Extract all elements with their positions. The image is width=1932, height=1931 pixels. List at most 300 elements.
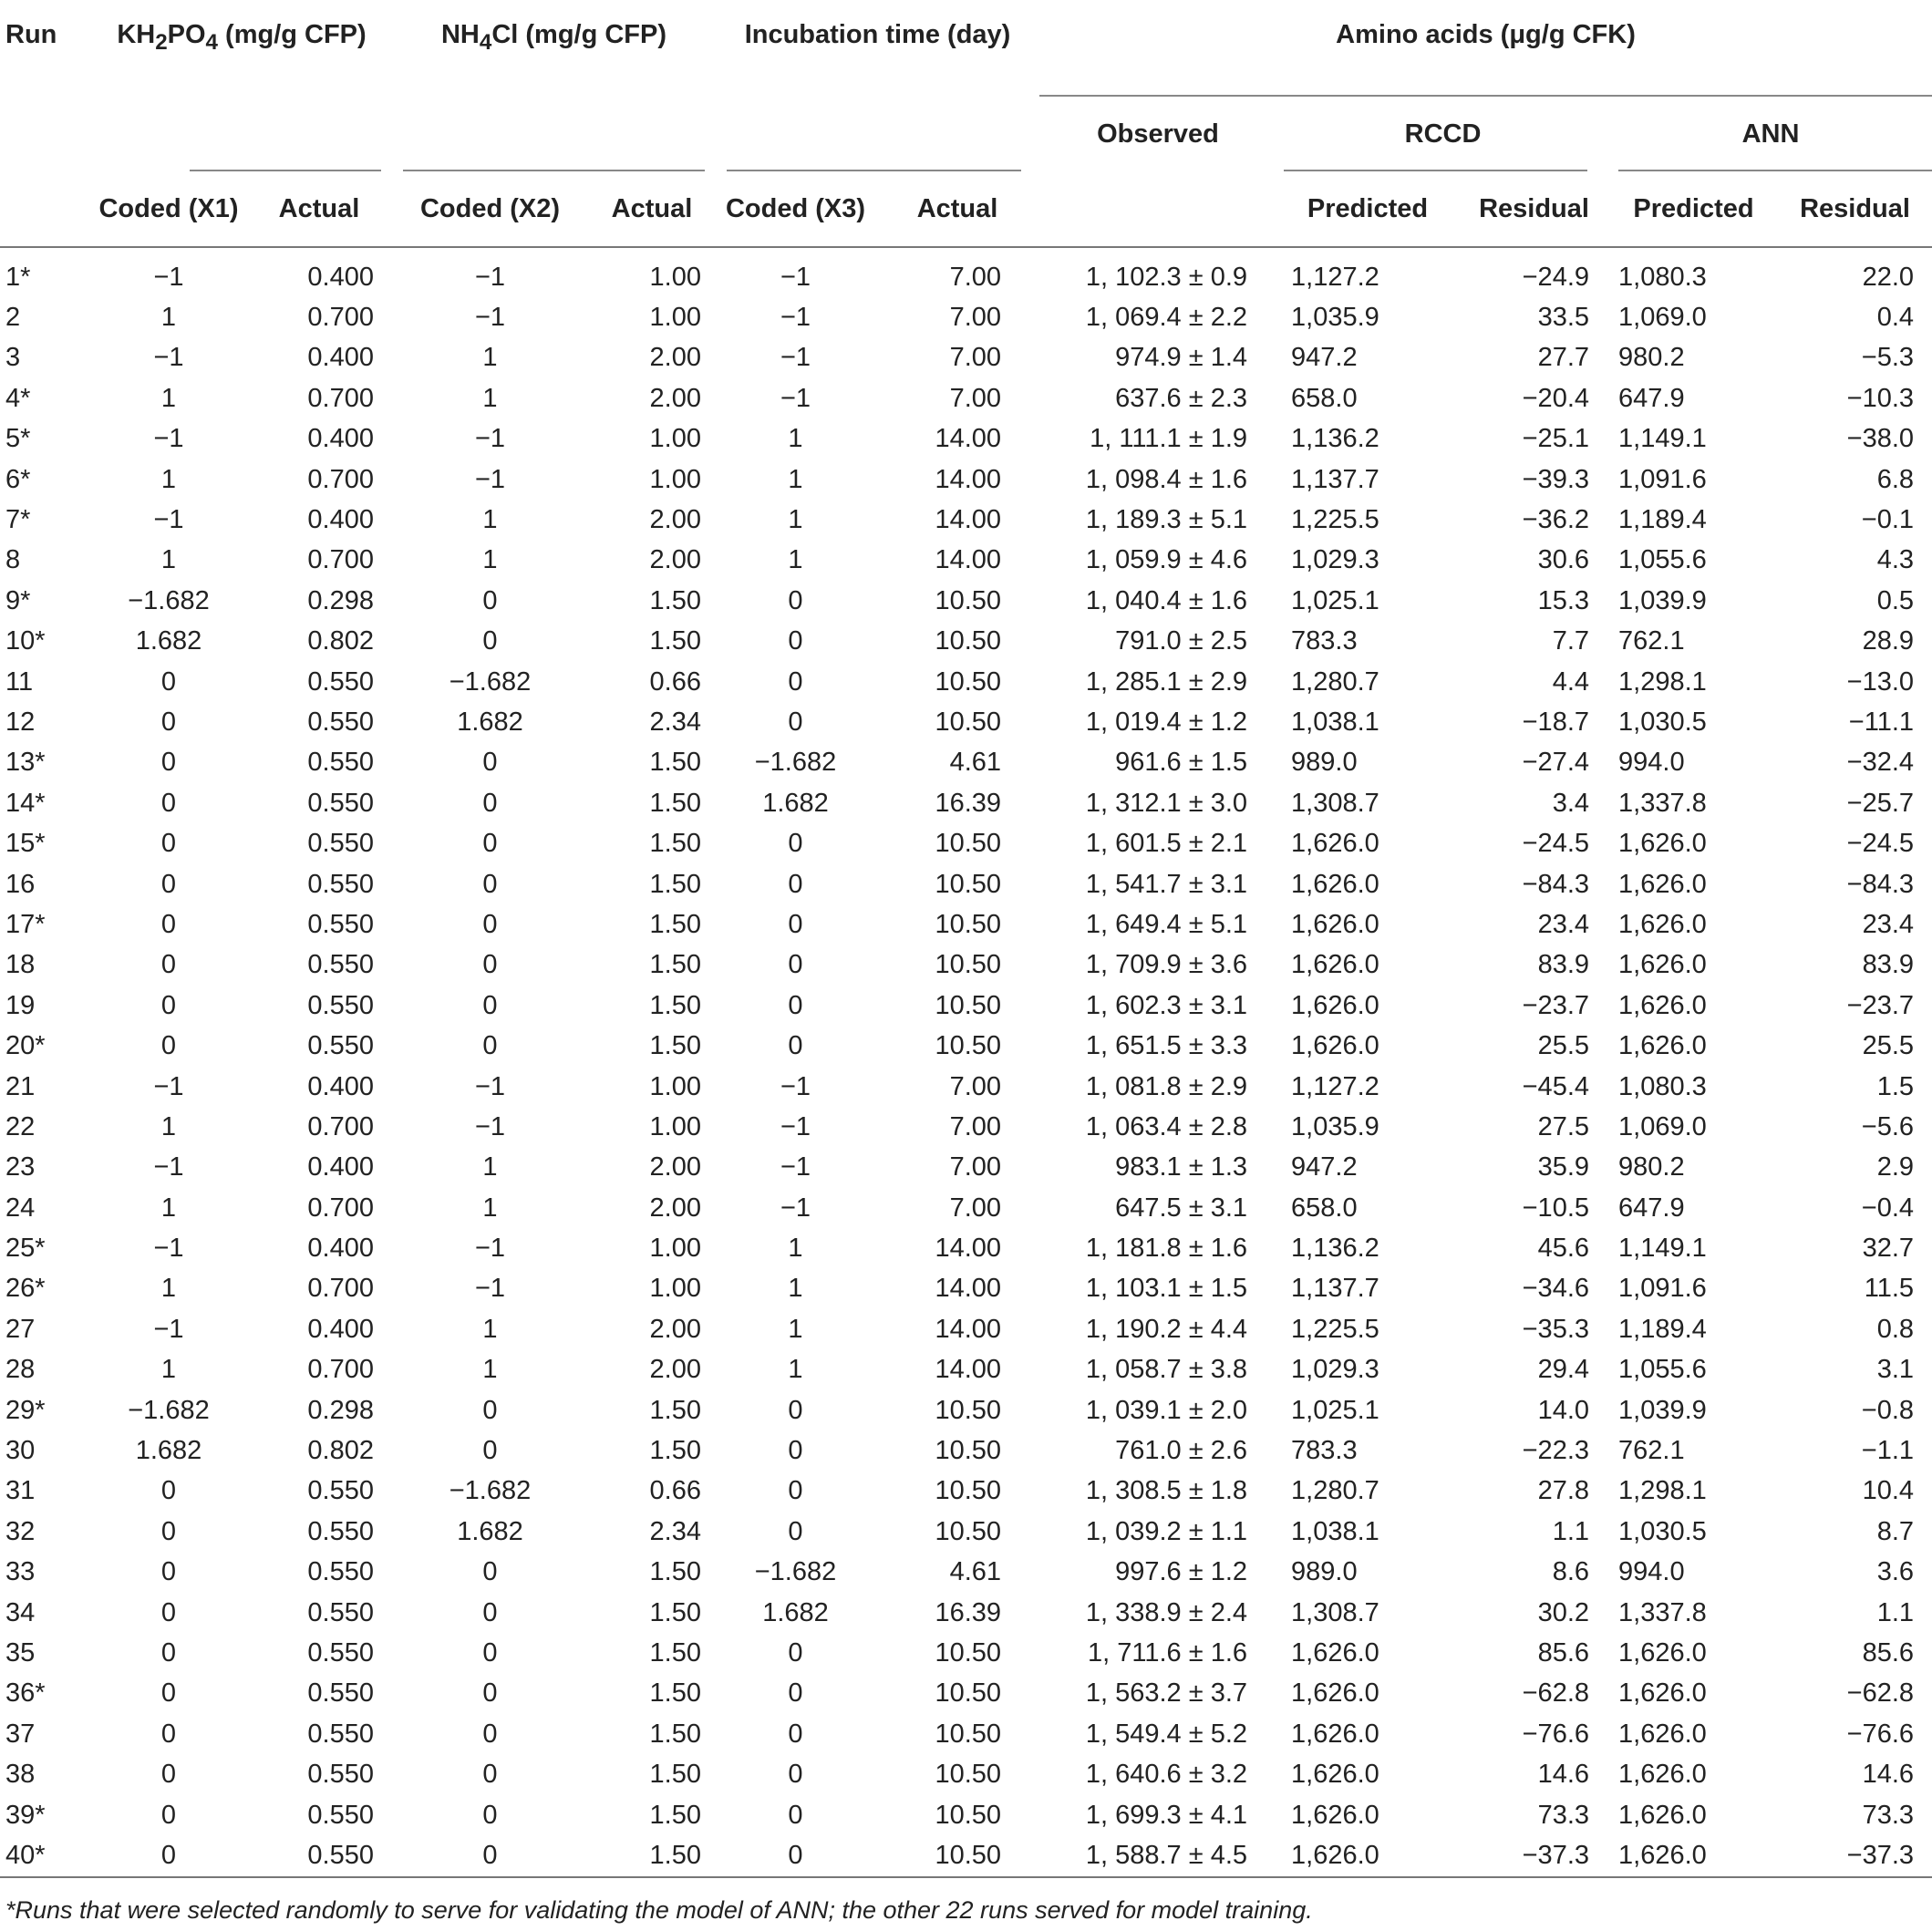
cell-observed: 1, 602.3 ± 3.1 — [1085, 990, 1248, 1020]
footnote-row — [0, 1877, 1932, 1931]
cell-rccd-residual: 27.5 — [1537, 1111, 1590, 1141]
cell-coded-x3: 0 — [788, 626, 803, 656]
cell-coded-x3: 0 — [788, 1031, 803, 1061]
cell-observed: 1, 699.3 ± 4.1 — [1085, 1800, 1248, 1830]
nh4cl-rule — [392, 96, 716, 171]
cell-actual-1: 0.700 — [307, 464, 374, 494]
table-row — [0, 1471, 1932, 1512]
cell-actual-3: 7.00 — [949, 1152, 1002, 1182]
cell-actual-3: 10.50 — [935, 1031, 1002, 1061]
cell-observed: 1, 312.1 ± 3.0 — [1085, 788, 1248, 818]
cell-coded-x1: −1.682 — [128, 1395, 210, 1425]
cell-coded-x1: −1 — [153, 505, 184, 535]
cell-coded-x2: −1 — [474, 1071, 506, 1101]
cell-coded-x1: −1 — [153, 1314, 184, 1344]
cell-ann-predicted: 980.2 — [1618, 1152, 1685, 1182]
cell-coded-x3: 1 — [788, 1355, 803, 1385]
cell-actual-3: 10.50 — [935, 707, 1002, 737]
cell-coded-x1: 0 — [160, 990, 177, 1020]
cell-observed: 997.6 ± 1.2 — [1115, 1557, 1248, 1587]
cell-rccd-residual: 1.1 — [1552, 1516, 1590, 1546]
cell-rccd-residual: −34.6 — [1522, 1274, 1590, 1304]
cell-actual-1: 0.550 — [307, 707, 374, 737]
cell-coded-x2: 0 — [482, 1031, 498, 1061]
cell-actual-2: 1.00 — [649, 1274, 701, 1304]
cell-ann-residual: 83.9 — [1862, 950, 1915, 980]
cell-actual-3: 7.00 — [949, 343, 1002, 373]
table-row — [0, 662, 1932, 702]
cell-coded-x2: 0 — [482, 1557, 498, 1587]
cell-coded-x1: 0 — [160, 1840, 177, 1870]
cell-actual-1: 0.550 — [307, 1760, 374, 1790]
cell-coded-x2: 0 — [482, 1637, 498, 1668]
cell-actual-1: 0.550 — [307, 1800, 374, 1830]
header-row-2 — [0, 96, 1932, 171]
cell-observed: 637.6 ± 2.3 — [1115, 383, 1248, 413]
cell-rccd-residual: −22.3 — [1522, 1436, 1590, 1466]
cell-run: 5* — [5, 424, 31, 454]
cell-coded-x2: 1 — [482, 1193, 498, 1223]
cell-rccd-residual: 30.6 — [1537, 545, 1590, 575]
cell-run: 2 — [5, 303, 21, 333]
cell-actual-1: 0.550 — [307, 1678, 374, 1709]
nh4cl-suffix: Cl (mg/g CFP) — [491, 20, 667, 49]
cell-rccd-residual: −25.1 — [1522, 424, 1590, 454]
cell-coded-x1: 0 — [160, 1516, 177, 1546]
cell-coded-x2: 0 — [482, 1800, 498, 1830]
cell-rccd-predicted: 947.2 — [1291, 1152, 1358, 1182]
table-row — [0, 702, 1932, 742]
header-ann — [1609, 96, 1932, 171]
cell-ann-residual: −62.8 — [1846, 1678, 1915, 1709]
cell-actual-1: 0.550 — [307, 1597, 374, 1627]
cell-actual-1: 0.550 — [307, 869, 374, 899]
cell-rccd-residual: 85.6 — [1537, 1637, 1590, 1668]
table-row — [0, 1512, 1932, 1552]
table-row — [0, 1390, 1932, 1430]
cell-actual-2: 1.50 — [649, 1800, 701, 1830]
header-run: Run — [5, 20, 57, 49]
cell-actual-2: 1.00 — [649, 303, 701, 333]
cell-actual-2: 1.50 — [649, 626, 701, 656]
cell-actual-3: 7.00 — [949, 383, 1002, 413]
cell-rccd-residual: −37.3 — [1522, 1840, 1590, 1870]
cell-coded-x3: 0 — [788, 1395, 803, 1425]
cell-ann-residual: 1.1 — [1876, 1597, 1915, 1627]
cell-observed: 974.9 ± 1.4 — [1115, 343, 1248, 373]
cell-observed: 1, 098.4 ± 1.6 — [1085, 464, 1248, 494]
cell-ann-predicted: 1,030.5 — [1618, 707, 1707, 737]
cell-coded-x2: −1 — [474, 1234, 506, 1264]
ann-label: ANN — [1741, 119, 1800, 149]
cell-ann-predicted: 1,298.1 — [1618, 666, 1707, 697]
table-row — [0, 986, 1932, 1026]
cell-actual-1: 0.400 — [307, 262, 374, 292]
cell-rccd-residual: −62.8 — [1522, 1678, 1590, 1709]
cell-rccd-residual: 14.0 — [1537, 1395, 1590, 1425]
cell-coded-x1: 1 — [160, 1355, 177, 1385]
cell-run: 34 — [5, 1597, 36, 1627]
cell-rccd-residual: −24.5 — [1522, 829, 1590, 859]
cell-coded-x2: 0 — [482, 585, 498, 615]
cell-actual-1: 0.550 — [307, 990, 374, 1020]
cell-coded-x3: 0 — [788, 1800, 803, 1830]
cell-coded-x3: 0 — [788, 1516, 803, 1546]
cell-ann-predicted: 1,091.6 — [1618, 1274, 1707, 1304]
cell-actual-3: 10.50 — [935, 1719, 1002, 1749]
header-row-1 — [0, 0, 1932, 96]
cell-ann-predicted: 1,626.0 — [1618, 990, 1707, 1020]
cell-coded-x3: −1 — [780, 1071, 811, 1101]
table-row — [0, 1107, 1932, 1147]
cell-ann-residual: 1.5 — [1876, 1071, 1915, 1101]
cell-ann-residual: 32.7 — [1862, 1234, 1915, 1264]
cell-ann-predicted: 1,626.0 — [1618, 829, 1707, 859]
cell-actual-3: 10.50 — [935, 585, 1002, 615]
cell-coded-x2: 0 — [482, 829, 498, 859]
cell-coded-x2: 0 — [482, 748, 498, 778]
table-row — [0, 338, 1932, 378]
cell-ann-residual: −23.7 — [1846, 990, 1915, 1020]
cell-ann-predicted: 762.1 — [1618, 1436, 1685, 1466]
cell-coded-x3: 0 — [788, 1637, 803, 1668]
cell-actual-2: 2.00 — [649, 1152, 701, 1182]
cell-rccd-predicted: 1,225.5 — [1291, 505, 1379, 535]
cell-ann-predicted: 1,626.0 — [1618, 869, 1707, 899]
cell-coded-x2: 0 — [482, 626, 498, 656]
table-row — [0, 904, 1932, 945]
cell-run: 19 — [5, 990, 36, 1020]
cell-actual-1: 0.700 — [307, 545, 374, 575]
header-row-3 — [0, 171, 1932, 247]
cell-observed: 1, 081.8 ± 2.9 — [1085, 1071, 1248, 1101]
cell-run: 31 — [5, 1476, 36, 1506]
cell-actual-2: 1.00 — [649, 1071, 701, 1101]
cell-observed: 1, 285.1 ± 2.9 — [1085, 666, 1248, 697]
header-observed — [1039, 96, 1276, 171]
cell-coded-x1: 0 — [160, 1637, 177, 1668]
table-row — [0, 743, 1932, 783]
cell-rccd-predicted: 1,038.1 — [1291, 707, 1379, 737]
cell-rccd-residual: 73.3 — [1537, 1800, 1590, 1830]
cell-actual-2: 1.00 — [649, 464, 701, 494]
cell-ann-residual: 2.9 — [1876, 1152, 1915, 1182]
cell-coded-x1: 1 — [160, 303, 177, 333]
cell-actual-2: 2.00 — [649, 1355, 701, 1385]
cell-coded-x3: 1 — [788, 1314, 803, 1344]
cell-coded-x1: 1 — [160, 545, 177, 575]
cell-rccd-predicted: 1,626.0 — [1291, 1719, 1379, 1749]
table-row — [0, 1350, 1932, 1390]
cell-coded-x2: 1 — [482, 1355, 498, 1385]
cell-coded-x1: −1 — [153, 1071, 184, 1101]
cell-actual-1: 0.700 — [307, 1111, 374, 1141]
cell-ann-predicted: 1,091.6 — [1618, 464, 1707, 494]
cell-rccd-residual: 4.4 — [1552, 666, 1590, 697]
cell-ann-residual: −32.4 — [1846, 748, 1915, 778]
cell-coded-x1: 0 — [160, 1719, 177, 1749]
cell-coded-x3: 0 — [788, 1760, 803, 1790]
cell-rccd-residual: 15.3 — [1537, 585, 1590, 615]
cell-ann-predicted: 1,189.4 — [1618, 505, 1707, 535]
cell-actual-1: 0.550 — [307, 829, 374, 859]
cell-observed: 1, 709.9 ± 3.6 — [1085, 950, 1248, 980]
cell-actual-1: 0.802 — [307, 626, 374, 656]
cell-coded-x2: −1 — [474, 303, 506, 333]
cell-coded-x1: 0 — [160, 1800, 177, 1830]
cell-coded-x1: −1 — [153, 424, 184, 454]
cell-coded-x2: 1 — [482, 1314, 498, 1344]
cell-observed: 1, 640.6 ± 3.2 — [1085, 1760, 1248, 1790]
cell-actual-2: 2.00 — [649, 343, 701, 373]
cell-coded-x1: 0 — [160, 1557, 177, 1587]
cell-rccd-predicted: 1,308.7 — [1291, 788, 1379, 818]
cell-run: 12 — [5, 707, 36, 737]
header-rccd-residual: Residual — [1479, 193, 1589, 223]
cell-rccd-residual: −45.4 — [1522, 1071, 1590, 1101]
cell-actual-2: 2.00 — [649, 1193, 701, 1223]
cell-rccd-predicted: 1,035.9 — [1291, 1111, 1379, 1141]
cell-actual-2: 1.00 — [649, 424, 701, 454]
table-row — [0, 1148, 1932, 1188]
cell-rccd-residual: −20.4 — [1522, 383, 1590, 413]
cell-run: 36* — [5, 1678, 46, 1709]
cell-ann-residual: −0.8 — [1861, 1395, 1915, 1425]
cell-coded-x2: 1 — [482, 505, 498, 535]
cell-actual-1: 0.550 — [307, 1557, 374, 1587]
cell-actual-1: 0.400 — [307, 343, 374, 373]
table-row — [0, 783, 1932, 823]
cell-rccd-predicted: 1,626.0 — [1291, 1800, 1379, 1830]
cell-run: 40* — [5, 1840, 46, 1870]
cell-actual-1: 0.550 — [307, 666, 374, 697]
cell-observed: 1, 063.4 ± 2.8 — [1085, 1111, 1248, 1141]
cell-ann-predicted: 1,626.0 — [1618, 909, 1707, 939]
cell-ann-predicted: 1,055.6 — [1618, 1355, 1707, 1385]
cell-actual-2: 1.50 — [649, 1557, 701, 1587]
cell-run: 35 — [5, 1637, 36, 1668]
cell-actual-2: 1.00 — [649, 1111, 701, 1141]
cell-coded-x3: −1 — [780, 1193, 811, 1223]
cell-ann-residual: 22.0 — [1862, 262, 1915, 292]
header-actual-3: Actual — [916, 193, 998, 223]
cell-run: 33 — [5, 1557, 36, 1587]
cell-actual-3: 10.50 — [935, 1840, 1002, 1870]
cell-run: 39* — [5, 1800, 46, 1830]
cell-run: 1* — [5, 262, 31, 292]
cell-ann-residual: 0.8 — [1876, 1314, 1915, 1344]
cell-actual-1: 0.550 — [307, 1719, 374, 1749]
cell-ann-residual: −10.3 — [1846, 383, 1915, 413]
cell-rccd-predicted: 1,137.7 — [1291, 464, 1379, 494]
cell-actual-1: 0.550 — [307, 1516, 374, 1546]
cell-observed: 1, 039.1 ± 2.0 — [1085, 1395, 1248, 1425]
cell-run: 10* — [5, 626, 46, 656]
cell-rccd-predicted: 1,308.7 — [1291, 1597, 1379, 1627]
cell-ann-residual: −25.7 — [1846, 788, 1915, 818]
cell-actual-3: 10.50 — [935, 666, 1002, 697]
cell-observed: 1, 111.1 ± 1.9 — [1090, 424, 1248, 454]
cell-ann-residual: 73.3 — [1862, 1800, 1915, 1830]
header-coded-x1: Coded (X1) — [98, 193, 239, 223]
cell-actual-3: 16.39 — [935, 788, 1002, 818]
header-coded-x2: Coded (X2) — [419, 193, 561, 223]
cell-actual-3: 4.61 — [949, 748, 1002, 778]
cell-observed: 1, 019.4 ± 1.2 — [1085, 707, 1248, 737]
cell-coded-x2: −1.682 — [449, 1476, 532, 1506]
cell-coded-x1: 0 — [160, 1031, 177, 1061]
cell-ann-residual: 0.5 — [1876, 585, 1915, 615]
cell-run: 3 — [5, 343, 21, 373]
cell-actual-2: 1.50 — [649, 1678, 701, 1709]
cell-ann-residual: 11.5 — [1864, 1274, 1915, 1304]
table-row — [0, 1714, 1932, 1754]
cell-actual-3: 14.00 — [935, 1355, 1002, 1385]
cell-run: 20* — [5, 1031, 46, 1061]
cell-rccd-predicted: 1,225.5 — [1291, 1314, 1379, 1344]
cell-ann-residual: −0.4 — [1861, 1193, 1915, 1223]
cell-actual-3: 10.50 — [935, 829, 1002, 859]
cell-coded-x3: 1 — [788, 1274, 803, 1304]
cell-ann-predicted: 1,626.0 — [1618, 1719, 1707, 1749]
cell-actual-1: 0.550 — [307, 1637, 374, 1668]
header-nh4cl — [392, 0, 716, 96]
cell-actual-3: 14.00 — [935, 1274, 1002, 1304]
cell-observed: 791.0 ± 2.5 — [1115, 626, 1248, 656]
cell-actual-3: 14.00 — [935, 1314, 1002, 1344]
cell-ann-predicted: 980.2 — [1618, 343, 1685, 373]
cell-run: 8 — [5, 545, 21, 575]
cell-actual-2: 2.00 — [649, 383, 701, 413]
cell-coded-x3: 1.682 — [762, 788, 829, 818]
cell-rccd-residual: −24.9 — [1522, 262, 1590, 292]
cell-rccd-residual: 8.6 — [1552, 1557, 1590, 1587]
header-spacer — [0, 96, 91, 171]
cell-coded-x2: 1 — [482, 343, 498, 373]
cell-rccd-residual: −84.3 — [1522, 869, 1590, 899]
cell-coded-x1: −1 — [153, 262, 184, 292]
cell-ann-predicted: 1,080.3 — [1618, 1071, 1707, 1101]
cell-observed: 1, 039.2 ± 1.1 — [1085, 1516, 1248, 1546]
cell-rccd-residual: 14.6 — [1537, 1760, 1590, 1790]
cell-actual-1: 0.802 — [307, 1436, 374, 1466]
cell-rccd-predicted: 783.3 — [1291, 626, 1358, 656]
cell-rccd-residual: −39.3 — [1522, 464, 1590, 494]
header-coded-x3: Coded (X3) — [725, 193, 866, 223]
cell-coded-x3: −1 — [780, 303, 811, 333]
cell-coded-x1: −1 — [153, 343, 184, 373]
table-row — [0, 1269, 1932, 1309]
cell-actual-1: 0.550 — [307, 748, 374, 778]
cell-actual-2: 1.50 — [649, 950, 701, 980]
cell-actual-3: 10.50 — [935, 1436, 1002, 1466]
cell-ann-predicted: 1,298.1 — [1618, 1476, 1707, 1506]
cell-actual-1: 0.550 — [307, 788, 374, 818]
table-row — [0, 1593, 1932, 1633]
cell-observed: 647.5 ± 3.1 — [1115, 1193, 1248, 1223]
cell-actual-1: 0.400 — [307, 424, 374, 454]
table-row — [0, 581, 1932, 621]
cell-ann-predicted: 1,626.0 — [1618, 1760, 1707, 1790]
cell-ann-predicted: 994.0 — [1618, 1557, 1685, 1587]
cell-ann-residual: 4.3 — [1876, 545, 1915, 575]
header-rccd — [1276, 96, 1609, 171]
header-ann-residual: Residual — [1800, 193, 1910, 223]
cell-actual-2: 1.50 — [649, 1637, 701, 1668]
cell-ann-residual: −37.3 — [1846, 1840, 1915, 1870]
cell-actual-2: 1.50 — [649, 990, 701, 1020]
cell-coded-x2: −1.682 — [449, 666, 532, 697]
cell-ann-residual: −11.1 — [1848, 707, 1915, 737]
cell-rccd-residual: 45.6 — [1537, 1234, 1590, 1264]
kh2po4-sub2: 4 — [205, 29, 218, 55]
cell-actual-2: 2.34 — [649, 1516, 701, 1546]
cell-coded-x3: 1.682 — [762, 1597, 829, 1627]
cell-actual-2: 2.00 — [649, 505, 701, 535]
table-row — [0, 247, 1932, 297]
cell-actual-1: 0.400 — [307, 1152, 374, 1182]
cell-actual-3: 7.00 — [949, 303, 1002, 333]
cell-actual-3: 7.00 — [949, 1071, 1002, 1101]
cell-rccd-predicted: 1,025.1 — [1291, 1395, 1379, 1425]
cell-ann-predicted: 647.9 — [1618, 383, 1685, 413]
cell-ann-predicted: 1,069.0 — [1618, 1111, 1707, 1141]
cell-rccd-residual: 29.4 — [1537, 1355, 1590, 1385]
cell-rccd-predicted: 1,626.0 — [1291, 1760, 1379, 1790]
header-kh2po4 — [91, 0, 392, 96]
cell-actual-3: 14.00 — [935, 424, 1002, 454]
header-actual-1: Actual — [278, 193, 360, 223]
cell-coded-x1: 0 — [160, 707, 177, 737]
table-row — [0, 460, 1932, 500]
kh2po4-text: KH — [117, 20, 156, 49]
cell-coded-x3: 1 — [788, 545, 803, 575]
cell-coded-x3: 0 — [788, 585, 803, 615]
cell-ann-predicted: 1,039.9 — [1618, 585, 1707, 615]
cell-actual-3: 14.00 — [935, 545, 1002, 575]
cell-ann-residual: 6.8 — [1876, 464, 1915, 494]
table-row — [0, 1430, 1932, 1471]
cell-rccd-residual: 83.9 — [1537, 950, 1590, 980]
cell-rccd-predicted: 1,127.2 — [1291, 262, 1379, 292]
cell-coded-x2: 0 — [482, 1760, 498, 1790]
table-row — [0, 1795, 1932, 1835]
cell-rccd-predicted: 1,626.0 — [1291, 909, 1379, 939]
cell-actual-2: 1.50 — [649, 1031, 701, 1061]
cell-coded-x1: 0 — [160, 1760, 177, 1790]
rccd-label: RCCD — [1404, 119, 1482, 149]
cell-actual-3: 10.50 — [935, 990, 1002, 1020]
cell-rccd-predicted: 1,626.0 — [1291, 950, 1379, 980]
cell-rccd-residual: −10.5 — [1522, 1193, 1590, 1223]
table-row — [0, 945, 1932, 986]
table-foot — [0, 1877, 1932, 1931]
cell-ann-predicted: 1,626.0 — [1618, 950, 1707, 980]
cell-rccd-residual: 33.5 — [1537, 303, 1590, 333]
cell-rccd-residual: 27.7 — [1537, 343, 1590, 373]
cell-coded-x3: −1.682 — [754, 748, 837, 778]
cell-rccd-residual: 30.2 — [1537, 1597, 1590, 1627]
cell-actual-2: 1.00 — [649, 1234, 701, 1264]
table-row — [0, 1026, 1932, 1066]
cell-ann-predicted: 1,055.6 — [1618, 545, 1707, 575]
cell-ann-predicted: 1,626.0 — [1618, 1840, 1707, 1870]
cell-ann-predicted: 647.9 — [1618, 1193, 1685, 1223]
cell-ann-predicted: 1,069.0 — [1618, 303, 1707, 333]
cell-actual-1: 0.700 — [307, 303, 374, 333]
cell-coded-x2: 0 — [482, 950, 498, 980]
cell-actual-3: 10.50 — [935, 1395, 1002, 1425]
